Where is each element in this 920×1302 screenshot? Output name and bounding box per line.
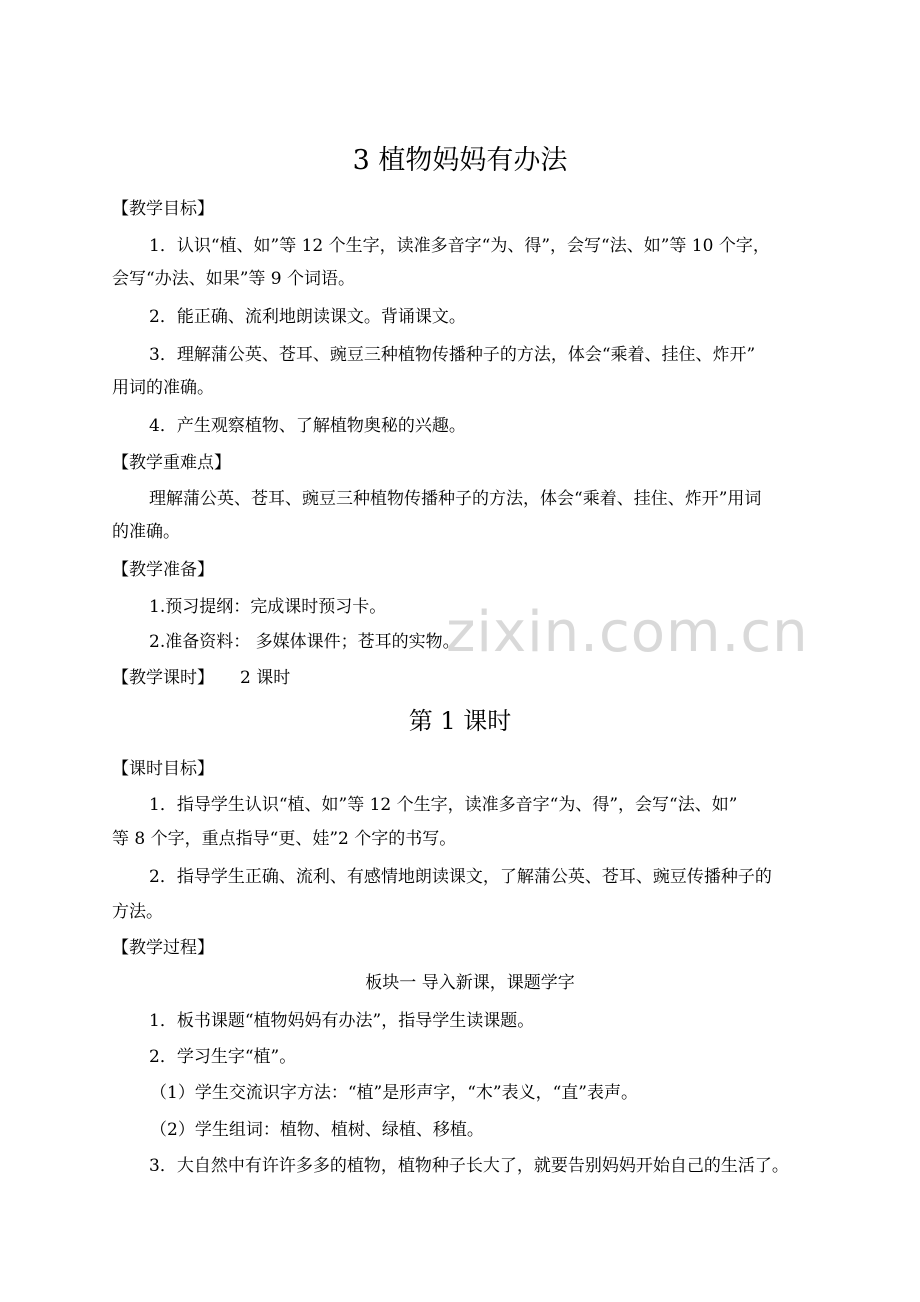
teaching-goal-1-line2: 会写“办法、如果”等 9 个词语。 bbox=[112, 269, 356, 289]
preparation-item-1: 1.预习提纲：完成课时预习卡。 bbox=[149, 597, 387, 617]
teaching-goal-2: 2．能正确、流利地朗读课文。背诵课文。 bbox=[149, 307, 466, 327]
key-points-line2: 的准确。 bbox=[112, 522, 180, 542]
teaching-goal-1-line1: 1．认识“植、如”等 12 个生字，读准多音字“为、得”，会写“法、如”等 10 个字， bbox=[149, 236, 770, 256]
class-hours-value: 2 课时 bbox=[240, 668, 291, 688]
process-line-4: （2）学生组词：植物、植树、绿植、移植。 bbox=[150, 1120, 484, 1140]
lesson-title: 第 1 课时 bbox=[408, 707, 512, 735]
process-line-5: 3．大自然中有许许多多的植物，植物种子长大了，就要告别妈妈开始自己的生活了。 bbox=[149, 1156, 789, 1176]
teaching-goal-3-line2: 用词的准确。 bbox=[112, 378, 214, 398]
key-points-heading: 【教学重难点】 bbox=[112, 453, 231, 473]
block-one-title: 板块一 导入新课，课题学字 bbox=[365, 973, 575, 993]
preparation-heading: 【教学准备】 bbox=[112, 560, 214, 580]
process-line-2: 2．学习生字“植”。 bbox=[149, 1047, 297, 1067]
watermark: zixin.com.cn bbox=[446, 600, 809, 665]
class-hours-heading: 【教学课时】 bbox=[112, 668, 214, 688]
lesson-goal-2-line1: 2．指导学生正确、流利、有感情地朗读课文，了解蒲公英、苍耳、豌豆传播种子的 bbox=[149, 867, 772, 887]
lesson-goal-1-line2: 等 8 个字，重点指导“更、娃”2 个字的书写。 bbox=[112, 829, 457, 849]
process-heading: 【教学过程】 bbox=[112, 938, 214, 958]
lesson-goals-heading: 【课时目标】 bbox=[112, 759, 214, 779]
key-points-line1: 理解蒲公英、苍耳、豌豆三种植物传播种子的方法，体会“乘着、挂住、炸开”用词 bbox=[149, 489, 762, 509]
teaching-goals-heading: 【教学目标】 bbox=[112, 199, 214, 219]
teaching-goal-4: 4．产生观察植物、了解植物奥秘的兴趣。 bbox=[149, 416, 466, 436]
teaching-goal-3-line1: 3．理解蒲公英、苍耳、豌豆三种植物传播种子的方法，体会“乘着、挂住、炸开” bbox=[149, 345, 756, 365]
lesson-goal-1-line1: 1．指导学生认识“植、如”等 12 个生字，读准多音字“为、得”，会写“法、如” bbox=[149, 795, 738, 815]
process-line-1: 1．板书课题“植物妈妈有办法”，指导学生读课题。 bbox=[149, 1011, 535, 1031]
lesson-goal-2-line2: 方法。 bbox=[112, 902, 163, 922]
document-title: 3 植物妈妈有办法 bbox=[352, 145, 568, 176]
process-line-3: （1）学生交流识字方法：“植”是形声字，“木”表义，“直”表声。 bbox=[150, 1083, 638, 1103]
preparation-item-2: 2.准备资料： 多媒体课件；苍耳的实物。 bbox=[149, 632, 460, 652]
